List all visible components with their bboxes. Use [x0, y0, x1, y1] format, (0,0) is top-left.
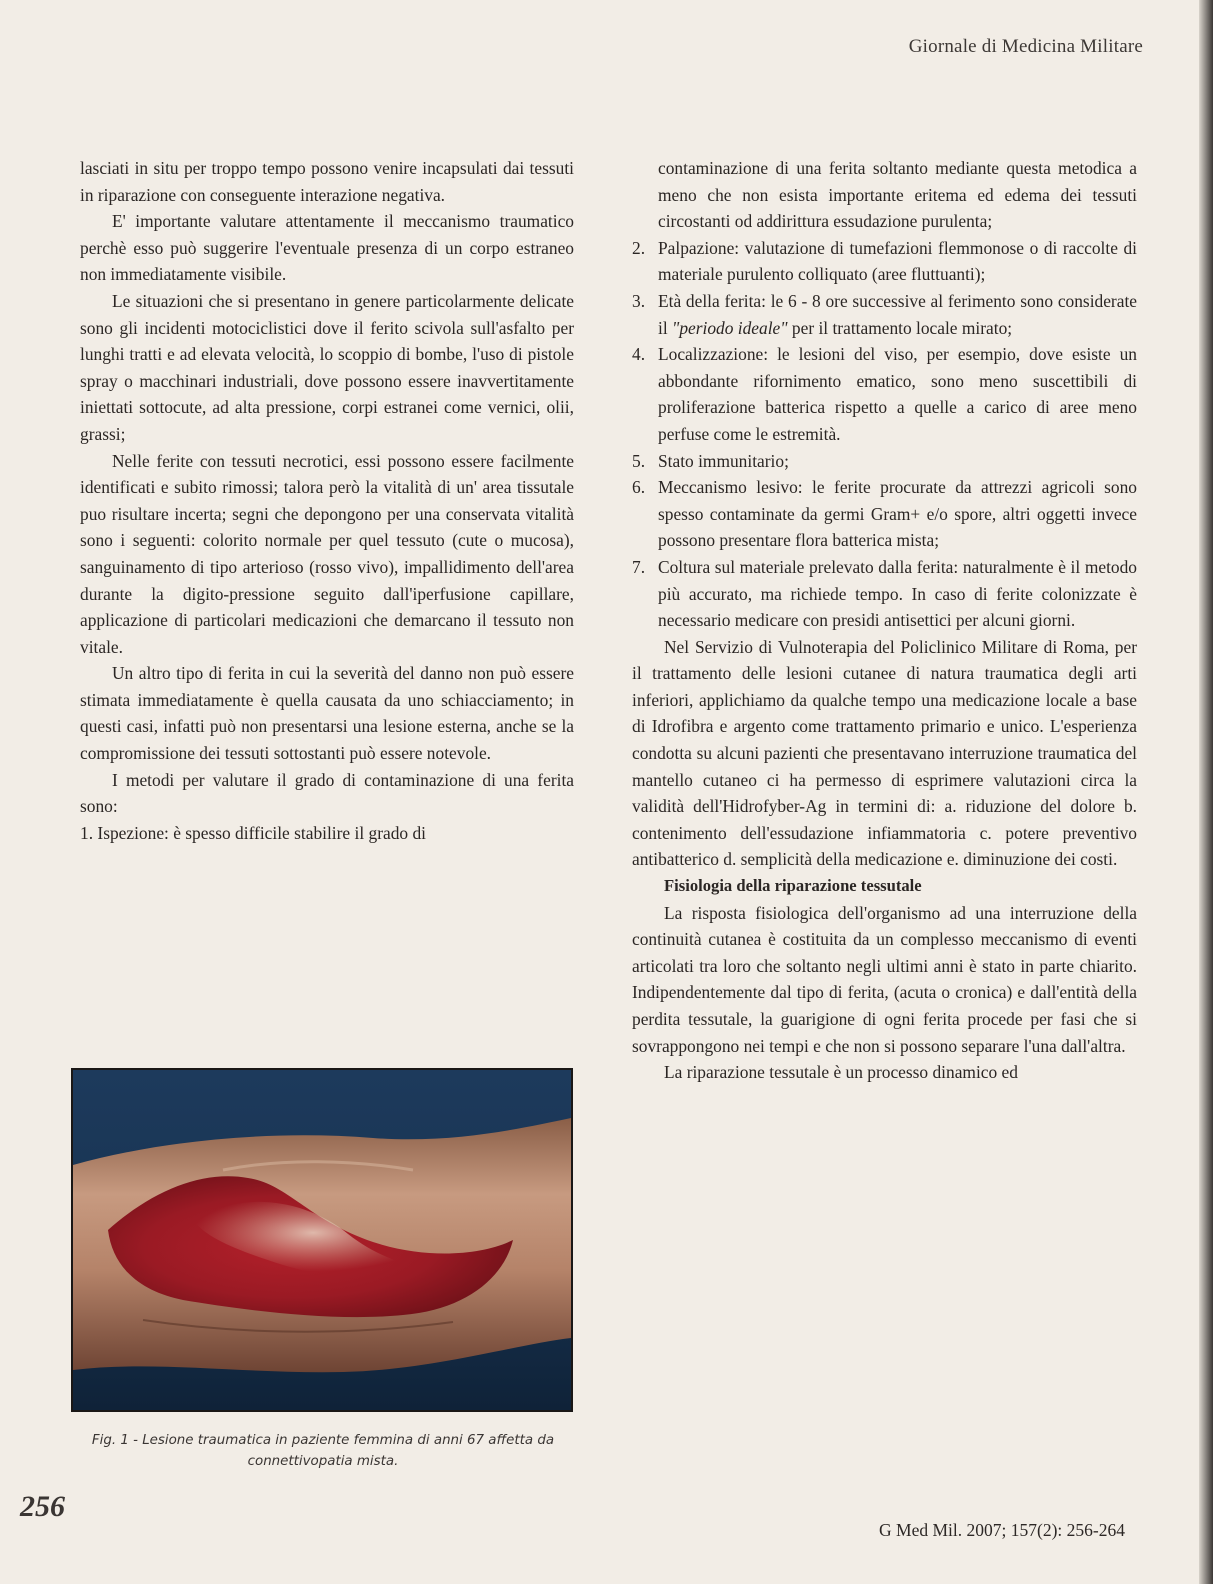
left-column — [80, 155, 574, 846]
list-item — [80, 820, 574, 847]
paragraph: La risposta fisiologica dell'organismo ad una interruzione della continuità cutanea è costituita da un complesso meccanismo di eventi articolati tra loro che soltanto negli ultimi anni è stato in parte chiarito. Indipendentemente dal tipo di ferita, (acuta o cronica) e dall'entità della perdita tessutale, la guarigione di ogni ferita procede per fasi che si sovrappongono nei tempi e che non si possono separare l'una dall'altra. — [632, 902, 1137, 1056]
list-text: per il trattamento locale mirato; — [787, 317, 1013, 338]
list-number: 3. — [632, 290, 646, 311]
figure-caption-text: - Lesione traumatica in paziente femmina di anni 67 affetta da connettivopatia mista. — [128, 1433, 555, 1469]
paragraph: lasciati in situ per troppo tempo possono venire incapsulati dai tessuti in riparazione con conseguente interazione negativa. — [80, 158, 574, 205]
list-item — [632, 554, 1137, 634]
paragraph: E' importante valutare attentamente il meccanismo traumatico perchè esso può suggerire l'eventuale presenza di un corpo estraneo non immediatamente visibile. — [80, 211, 574, 285]
figure-label: Fig. 1 — [91, 1433, 129, 1448]
right-column — [632, 155, 1137, 1086]
list-number: 1. — [80, 822, 94, 843]
page-number: 256 — [20, 1490, 65, 1523]
list-number: 6. — [632, 477, 646, 498]
paragraph: Nelle ferite con tessuti necrotici, essi possono essere facilmente identificati e subito rimossi; talora però la vitalità di un' area tissutale puo risultare incerta; segni che depongono per una conservata vitalità sono i seguenti: colorito normale per quel tessuto (cute o mucosa), sanguinamento di tipo arterioso (rosso vivo), impallidimento dell'area durante la digito-pressione seguito dall'iperfusione capillare, applicazione di particolari medicazioni che demarcano il tessuto non vitale. — [80, 450, 574, 657]
list-item — [632, 474, 1137, 554]
list-item — [632, 341, 1137, 447]
emphasis: "periodo ideale" — [672, 317, 788, 338]
journal-running-head: Giornale di Medicina Militare — [908, 36, 1143, 57]
list-number: 5. — [632, 450, 646, 471]
list-number: 4. — [632, 344, 646, 365]
paragraph: La riparazione tessutale è un processo dinamico ed — [664, 1062, 1018, 1083]
list-number: 7. — [632, 556, 646, 577]
list-text: Coltura sul materiale prelevato dalla ferita: naturalmente è il metodo più accurato, ma richiede tempo. In caso di ferite colonizzate è necessario medicare con presidi antisettici per alcuni giorni. — [658, 556, 1137, 631]
list-item — [632, 288, 1137, 341]
list-text: Meccanismo lesivo: le ferite procurate da attrezzi agricoli sono spesso contaminate da germi Gram+ e/o spore, altri oggetti invece possono presentare flora batterica mista; — [658, 477, 1137, 551]
paragraph: Nel Servizio di Vulnoterapia del Policlinico Militare di Roma, per il trattamento delle lesioni cutanee di natura traumatica degli arti inferiori, applichiamo da qualche tempo una medicazione locale a base di Idrofibra e argento come trattamento primario e unico. L'esperienza condotta su alcuni pazienti che presentavano interruzione traumatica del mantello cutaneo ci ha permesso di esprimere valutazioni circa la validità dell'Hidrofyber-Ag in termini di: a. riduzione del dolore b. contenimento dell'essudazione infiammatoria c. potere preventivo antibatterico d. semplicità della medicazione e. diminuzione dei costi. — [632, 636, 1137, 870]
contamination-methods-list — [632, 235, 1137, 634]
list-item — [632, 448, 1137, 475]
list-number: 2. — [632, 237, 646, 258]
list-item — [632, 235, 1137, 288]
section-heading: Fisiologia della riparazione tessutale — [664, 876, 922, 896]
figure-caption — [82, 1430, 564, 1472]
paragraph: Un altro tipo di ferita in cui la severità del danno non può essere stimata immediatamente è quella causata da uno schiacciamento; in questi casi, infatti può non presentarsi una lesione esterna, anche se la compromissione dei tessuti sottostanti può essere notevole. — [80, 663, 574, 764]
list-item-continuation: contaminazione di una ferita soltanto mediante questa metodica a meno che non esista importante eritema ed edema dei tessuti circostanti od addirittura essudazione purulenta; — [658, 158, 1137, 232]
page-edge — [1199, 0, 1213, 1584]
list-text: Ispezione: è spesso difficile stabilire il grado di — [97, 822, 426, 843]
list-text: Stato immunitario; — [658, 450, 789, 471]
list-text: Età della ferita: le 6 - 8 ore successive al ferimento sono considerate il — [658, 290, 1137, 338]
wound-photo — [71, 1068, 573, 1412]
list-text: Localizzazione: le lesioni del viso, per esempio, dove esiste un abbondante rifornimento ematico, sono meno suscettibili di proliferazione batterica rispetto a quelle a carico di aree meno perfuse come le estremità. — [658, 344, 1137, 444]
citation: G Med Mil. 2007; 157(2): 256-264 — [879, 1520, 1125, 1540]
paragraph: I metodi per valutare il grado di contaminazione di una ferita sono: — [80, 769, 574, 817]
paragraph: Le situazioni che si presentano in genere particolarmente delicate sono gli incidenti motociclistici dove il ferito scivola sull'asfalto per lunghi tratti e ad elevata velocità, lo scoppio di bombe, l'uso di pistole spray o macchinari industriali, dove possono essere inavvertitamente iniettati sottocute, ad alta pressione, corpi estranei come vernici, olii, grassi; — [80, 290, 574, 444]
list-text: Palpazione: valutazione di tumefazioni flemmonose o di raccolte di materiale purulento colliquato (aree fluttuanti); — [658, 237, 1137, 285]
